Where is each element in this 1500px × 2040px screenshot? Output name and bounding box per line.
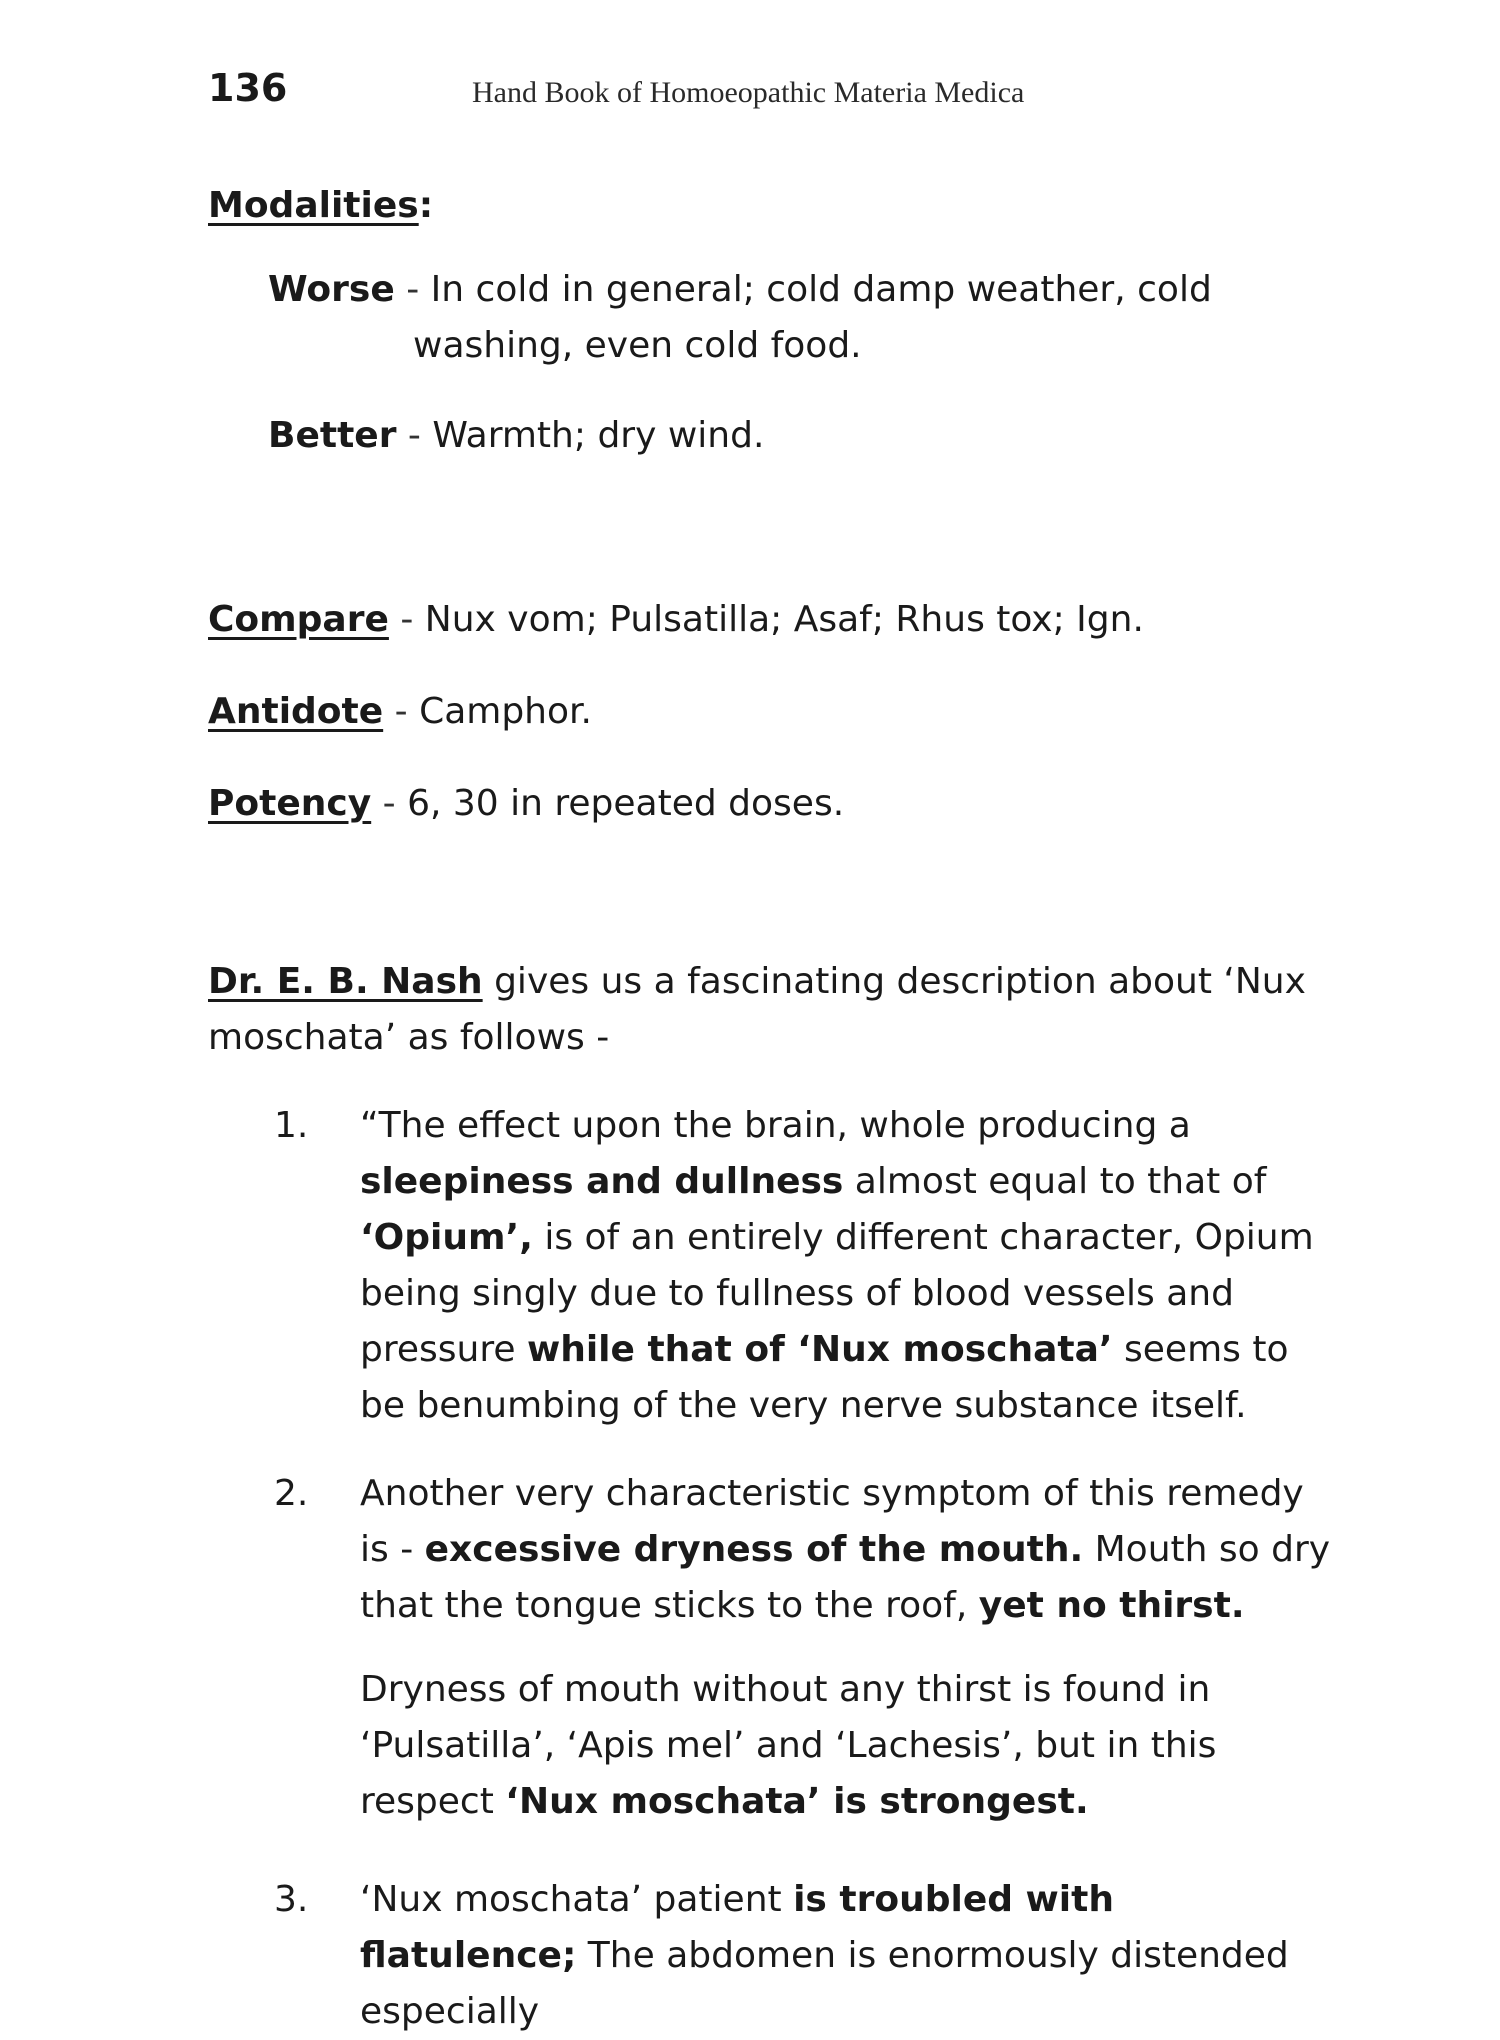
worse-line: Worse - In cold in general; cold damp weather, cold <box>268 269 1212 310</box>
potency-line: Potency - 6, 30 in repeated doses. <box>208 783 845 824</box>
potency-label: Potency <box>208 783 372 824</box>
nash-intro-text: gives us a fascinating description about ‘Nux moschata’ as follows - <box>208 961 1306 1058</box>
list-item-text: Another very characteristic symptom of this remedy is - excessive dryness of the mouth. Mouth so dry that the tongue sticks to the roof, yet no thirst. <box>360 1473 1331 1626</box>
item-2-subparagraph: Dryness of mouth without any thirst is found in ‘Pulsatilla’, ‘Apis mel’ and ‘Lachesis’, but in this respect ‘Nux moschata’ is strongest. <box>360 1669 1217 1822</box>
better-line: Better - Warmth; dry wind. <box>268 415 765 456</box>
running-header-title: Hand Book of Homoeopathic Materia Medica <box>472 76 1025 109</box>
potency-text: 6, 30 in repeated doses. <box>407 783 845 824</box>
list-item-number: 1. <box>274 1105 309 1146</box>
list-item-text: ‘Nux moschata’ patient is troubled with flatulence; The abdomen is enormously distended especially <box>360 1879 1289 2032</box>
list-item-number: 3. <box>274 1879 309 1920</box>
modalities-heading: Modalities: <box>208 185 434 226</box>
modalities-heading-text: Modalities <box>208 185 419 226</box>
compare-label: Compare <box>208 599 389 640</box>
nash-author: Dr. E. B. Nash <box>208 961 483 1002</box>
nash-intro <box>208 954 1328 1066</box>
list-item-number: 2. <box>274 1473 309 1514</box>
list-item-text: “The effect upon the brain, whole producing a sleepiness and dullness almost equal to that of ‘Opium’, is of an entirely different character, Opium being singly due to fullness of blood vessels and pressure while that of ‘Nux moschata’ seems to be benumbing of the very nerve substance itself. <box>360 1105 1314 1426</box>
compare-text: Nux vom; Pulsatilla; Asaf; Rhus tox; Ign. <box>424 599 1144 640</box>
compare-line: Compare - Nux vom; Pulsatilla; Asaf; Rhus tox; Ign. <box>208 599 1144 640</box>
better-label: Better <box>268 415 397 456</box>
antidote-line: Antidote - Camphor. <box>208 691 592 732</box>
better-text: Warmth; dry wind. <box>432 415 765 456</box>
antidote-label: Antidote <box>208 691 384 732</box>
antidote-text: Camphor. <box>419 691 592 732</box>
worse-line-2: washing, even cold food. <box>413 325 862 366</box>
worse-text: In cold in general; cold damp weather, cold <box>430 269 1212 310</box>
worse-label: Worse <box>268 269 395 310</box>
page-number: 136 <box>208 66 288 110</box>
